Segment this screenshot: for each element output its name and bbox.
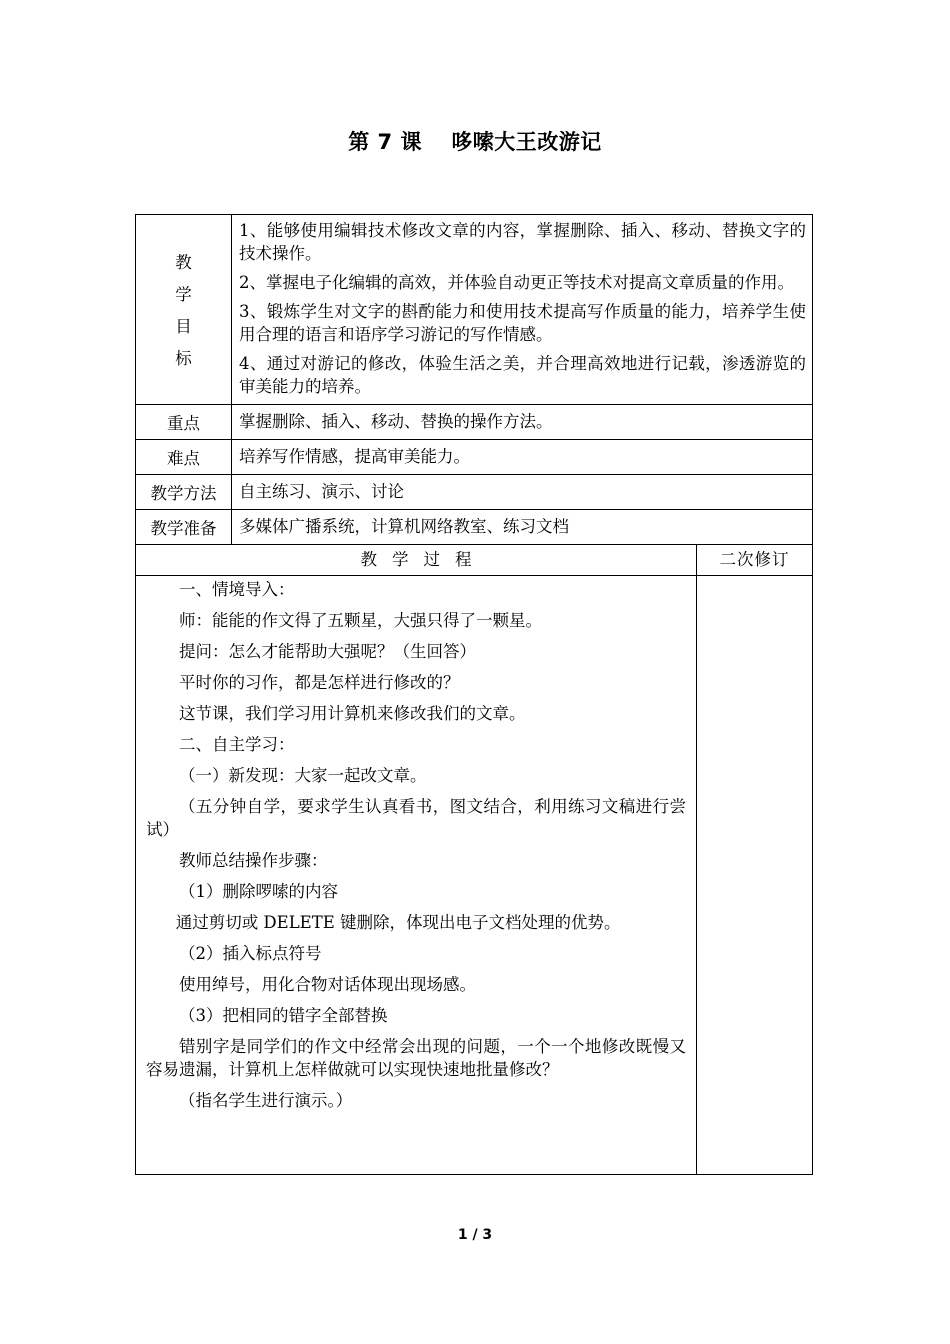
process-line: （3）把相同的错字全部替换 [179,1006,388,1025]
preparation-value: 多媒体广播系统，计算机网络教室、练习文档 [232,510,813,545]
method-row [136,475,813,510]
objectives-label [136,215,232,405]
objective-item: 1、能够使用编辑技术修改文章的内容，掌握删除、插入、移动、替换文字的技术操作。 [239,221,806,263]
revision-content [697,576,813,1175]
method-value: 自主练习、演示、讨论 [232,475,813,510]
process-line: 一、情境导入： [179,580,295,599]
page-number: 1 / 3 [457,1227,493,1243]
difficulty-value: 培养写作情感，提高审美能力。 [232,440,813,475]
difficulty-row [136,440,813,475]
lesson-plan-table [135,214,813,1175]
process-content [136,576,697,1175]
objectives-label-char: 目 [175,316,192,336]
objective-item: 2、掌握电子化编辑的高效，并体验自动更正等技术对提高文章质量的作用。 [239,273,794,292]
process-line: （指名学生进行演示。） [179,1091,353,1110]
process-header: 教学过程 [136,545,697,576]
process-line: 教师总结操作步骤： [179,851,328,870]
process-line: （1）删除啰嗦的内容 [179,882,338,901]
key-point-row [136,405,813,440]
process-line: （一）新发现：大家一起改文章。 [179,766,427,785]
process-line: 平时你的习作，都是怎样进行修改的？ [179,673,460,692]
revision-header: 二次修订 [697,545,813,576]
process-line: 二、自主学习： [179,735,295,754]
preparation-label: 教学准备 [136,510,232,545]
process-line: 这节课，我们学习用计算机来修改我们的文章。 [179,704,526,723]
objectives-row [136,215,813,405]
method-label: 教学方法 [136,475,232,510]
key-point-value: 掌握删除、插入、移动、替换的操作方法。 [232,405,813,440]
difficulty-label: 难点 [136,440,232,475]
process-body-row [136,576,813,1175]
objectives-label-char: 学 [175,284,192,304]
process-line: （五分钟自学，要求学生认真看书，图文结合，利用练习文稿进行尝试） [146,797,686,839]
process-line: 师：能能的作文得了五颗星，大强只得了一颗星。 [179,611,542,630]
key-point-label: 重点 [136,405,232,440]
preparation-row [136,510,813,545]
process-line: 使用绰号，用化合物对话体现出现场感。 [179,975,476,994]
page-title: 第 7 课 哆嗦大王改游记 [348,130,602,154]
objectives-label-char: 教 [175,252,192,272]
objective-item: 4、通过对游记的修改，体验生活之美，并合理高效地进行记载，渗透游览的审美能力的培养。 [239,354,806,396]
process-line: 错别字是同学们的作文中经常会出现的问题，一个一个地修改既慢又容易遗漏，计算机上怎样做就可以实现快速地批量修改？ [146,1037,686,1079]
process-header-row [136,545,813,576]
objectives-content [232,215,813,405]
process-line: （2）插入标点符号 [179,944,322,963]
objectives-label-char: 标 [175,348,192,368]
process-line: 通过剪切或 DELETE 键删除，体现出电子文档处理的优势。 [175,913,621,932]
objective-item: 3、锻炼学生对文字的斟酌能力和使用技术提高写作质量的能力，培养学生使用合理的语言和语序学习游记的写作情感。 [239,302,806,344]
process-line: 提问：怎么才能帮助大强呢？（生回答） [179,642,476,661]
